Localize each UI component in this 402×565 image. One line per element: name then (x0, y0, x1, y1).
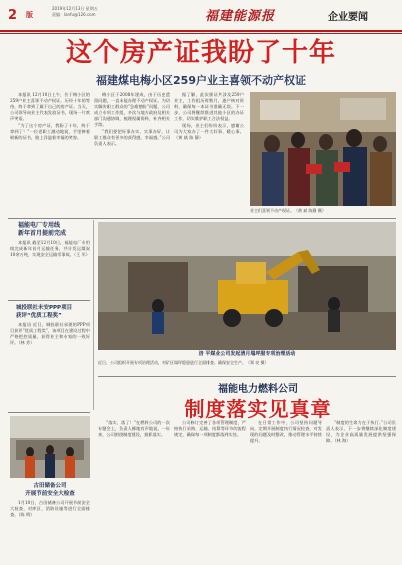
side-divider-2 (8, 412, 90, 413)
main-story-col-3-p1: 据了解，此次颁证共涉及259户业主，工作组历时数月，逐户核对资料，确保每一本证书准确无误。下一步，公司将继续推进其他小区的办证工作，切实维护职工合法权益。 (174, 92, 244, 121)
main-story-col-2-p1: 梅小区于2008年建成，由于历史遗留问题，一直未能办理不动产权证。为切实解决职工群众的“急难愁盼”问题，公司成立专项工作组，多次与地方政府及相关部门沟通协调，梳理权属资料，补齐相关手续。 (94, 92, 170, 127)
bottom-story-headline: 制度落实见真章 (184, 397, 332, 421)
side-story-1-title (18, 222, 88, 238)
main-photo-caption: 业主们喜领不动产权证。（黄 斌 陈静 摄） (250, 208, 326, 213)
side-story-2-body (10, 322, 90, 406)
side-story-2-title (16, 304, 90, 320)
section-divider-1 (8, 218, 396, 219)
side-story-2-title-line-2: 获评“优质工程奖” (16, 313, 62, 319)
main-story-col-2 (94, 92, 170, 212)
side-story-2-paragraph: 本报讯 近日，城投联社承建的PPP项目获评“优质工程奖”，该项目在建设过程中严格把控质量，获得业主和专家的一致好评。（林 芳） (10, 322, 90, 345)
main-story-col-3 (174, 92, 244, 212)
mid-photo-caption-title: 涪 平煤业公司发起清月塌坪服专项治理活动 (198, 351, 296, 357)
bottom-story-col-4 (326, 420, 396, 562)
masthead-rule (0, 33, 402, 34)
bottom-story-col-2-paragraph: 公司修订完善了各项管理制度，严格执行采购、运输、结算等环节的流程规定，确保每一项制度都落到实处。 (174, 420, 246, 437)
bottom-story-col-2 (174, 420, 246, 562)
side-divider-1 (8, 300, 90, 301)
main-story-col-3-p2: 现场，业主们纷纷表示，感谢公司为大家办了一件大好事、暖心事。（黄 斌 陈 静） (174, 123, 244, 140)
bottom-story-col-1 (98, 420, 170, 562)
main-story-col-2-p2: “我们要把好事办实、实事办好，让职工群众有更多的获得感、幸福感。”公司负责人表示。 (94, 129, 170, 146)
main-photo-image (250, 92, 396, 206)
page-label: 版 (26, 11, 33, 19)
main-subhead: 福建煤电梅小区259户业主喜领不动产权证 (96, 74, 306, 87)
paper-name: 福建能源报 (205, 9, 276, 24)
side-story-3-title (10, 482, 90, 498)
bottom-story-col-3-paragraph: 在日常工作中，公司坚持问题导向，定期开展制度执行情况检查，对发现的问题及时整改，推动管理水平持续提升。 (250, 420, 322, 443)
bottom-story-col-1-paragraph: “落实、落了！”在燃料公司的一次专题会上，负责人掷地有声地说。一年来，公司围绕制度建设，狠抓落实。 (98, 420, 170, 437)
date-line (52, 6, 98, 18)
date-line-2: 责编：lanfu@126.com (52, 12, 96, 17)
mid-photo-caption: 近日，公司组织开展专项治理活动，对矿区塌坪隐患进行全面排查，确保安全生产。（郑 亮 摄） (98, 360, 269, 365)
main-story-col-1 (10, 92, 90, 212)
side-story-3-title-line-2: 开展节前安全大检查 (25, 491, 75, 497)
column-divider (93, 220, 94, 410)
side-story-3-photo-image (10, 416, 90, 478)
section-name: 企业要闻 (328, 12, 368, 23)
masthead (0, 0, 402, 32)
side-story-1-paragraph: 本报讯 截至12月10日，福能电厂专用线完成新年首月运输任务，共计发运煤炭10余万吨，实现安全运输零事故。（王 军） (10, 240, 90, 257)
side-story-1-title-line-1: 福能电厂专用线 (18, 222, 61, 229)
side-story-3-photo (10, 416, 90, 478)
date-line-1: 2019年12月13日 星期五 (52, 6, 98, 11)
side-story-3-title-line-1: 古田储备公司 (33, 483, 67, 489)
bottom-story-col-3 (250, 420, 322, 562)
main-story-col-1-p2: “为了这个房产证，我盼了十年，终于拿到了！”一位老职工激动地说，手里捧着崭新的证书，脸上洋溢着幸福的笑容。 (10, 123, 90, 140)
side-story-1-title-line-2: 新年首月提前完成 (18, 230, 67, 237)
mid-photo-image (98, 222, 396, 350)
side-story-3-body (10, 500, 90, 560)
page-number: 2 (8, 8, 18, 23)
side-story-1-body (10, 240, 90, 294)
side-story-2-title-line-1: 城投联社未安PPP项目 (16, 305, 73, 311)
side-story-3-paragraph: 1月10日，古田储备公司开展节前安全大检查，对库区、消防设施等进行全面排查。（陈 明） (10, 500, 90, 517)
mid-photo (98, 222, 396, 350)
main-story-col-1-p1: 本报讯 12月10日上午，位于梅小区的259户业主喜领不动产权证，历经十年的等待，终于拿到了属于自己的房产证。当天，公司领导向业主代表发放证书，现场一片欢声笑语。 (10, 92, 90, 121)
bottom-story-col-4-paragraph: “制度的生命力在于执行。”公司负责人表示，下一步将继续深化制度建设，为企业高质量发展提供坚强保障。（林 海） (326, 420, 396, 443)
main-photo (250, 92, 396, 206)
main-headline: 这个房产证我盼了十年 (65, 38, 336, 68)
section-divider-2 (98, 376, 396, 377)
bottom-story-kicker: 福能电力燃料公司 (218, 384, 298, 395)
